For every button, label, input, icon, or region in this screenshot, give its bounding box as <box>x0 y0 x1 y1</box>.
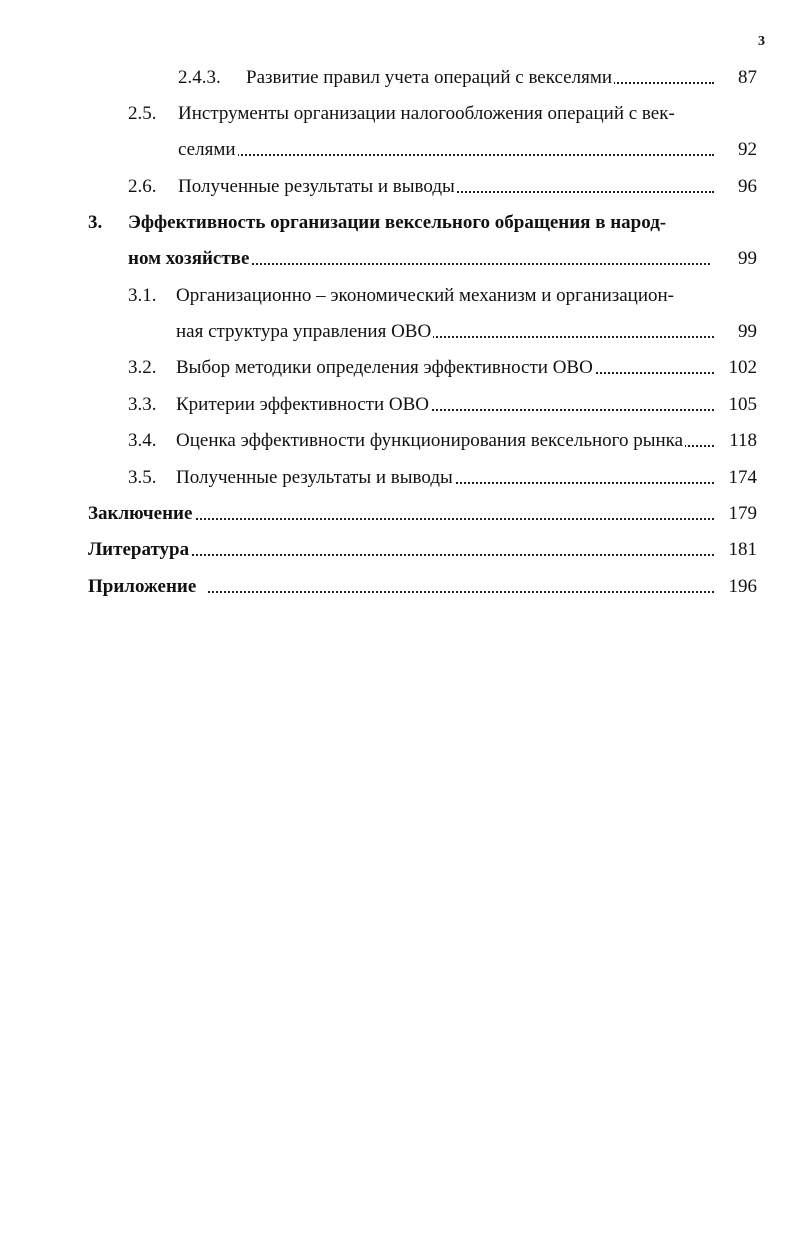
toc-title: Приложение <box>88 576 208 597</box>
toc-page: 99 <box>738 321 757 342</box>
toc-page: 179 <box>728 503 757 524</box>
toc-title-line <box>246 65 714 91</box>
toc-title-line <box>128 246 710 272</box>
toc-title: Полученные результаты и выводы <box>178 176 455 197</box>
toc-title: Полученные результаты и выводы <box>176 467 453 488</box>
toc-number: 3.4. <box>128 430 157 451</box>
toc-title: Заключение <box>88 503 193 524</box>
toc-page: 181 <box>728 539 757 560</box>
toc-title-line <box>88 501 714 527</box>
toc-page: 99 <box>738 248 757 269</box>
page-number: 3 <box>758 34 765 49</box>
toc-title: Оценка эффективности функционирования вексельного рынка <box>176 430 684 451</box>
toc-page: 105 <box>728 394 757 415</box>
toc-title-continued: ная структура управления ОВО <box>176 321 432 342</box>
toc-page: 96 <box>738 176 757 197</box>
toc-number: 2.4.3. <box>178 67 221 88</box>
toc-title-line <box>176 355 714 381</box>
toc-page: 102 <box>728 357 757 378</box>
toc-page: 118 <box>729 430 757 451</box>
toc-title: Организационно – экономический механизм и организацион- <box>176 285 675 306</box>
toc-title: Литература <box>88 539 190 560</box>
toc-title-line <box>88 574 714 600</box>
toc-title: Выбор методики определения эффективности ОВО <box>176 357 593 378</box>
dot-leader <box>178 154 714 156</box>
toc-title: Инструменты организации налогообложения операций с век- <box>178 103 675 124</box>
toc-number: 2.5. <box>128 103 157 124</box>
toc-number: 3.2. <box>128 357 157 378</box>
toc-title-continued: ном хозяйстве <box>128 248 250 269</box>
toc-title-line <box>176 428 714 454</box>
toc-page: 87 <box>738 67 757 88</box>
toc-number: 3.3. <box>128 394 157 415</box>
toc-title-line <box>88 537 714 563</box>
toc-title-line <box>178 174 714 200</box>
toc-title-line <box>176 465 714 491</box>
toc-title: Эффективность организации вексельного обращения в народ- <box>128 212 667 233</box>
toc-title-line <box>176 392 714 418</box>
toc-page: 174 <box>728 467 757 488</box>
toc-page: 196 <box>728 576 757 597</box>
toc-page: 92 <box>738 139 757 160</box>
toc-number: 3.1. <box>128 285 157 306</box>
toc-number: 2.6. <box>128 176 157 197</box>
toc-title-line <box>176 319 714 345</box>
toc-title-continued: селями <box>178 139 236 160</box>
toc-title-line <box>178 137 714 163</box>
toc-number: 3. <box>88 212 103 233</box>
toc-number: 3.5. <box>128 467 157 488</box>
toc-title: Развитие правил учета операций с векселями <box>246 67 613 88</box>
toc-title: Критерии эффективности ОВО <box>176 394 429 415</box>
